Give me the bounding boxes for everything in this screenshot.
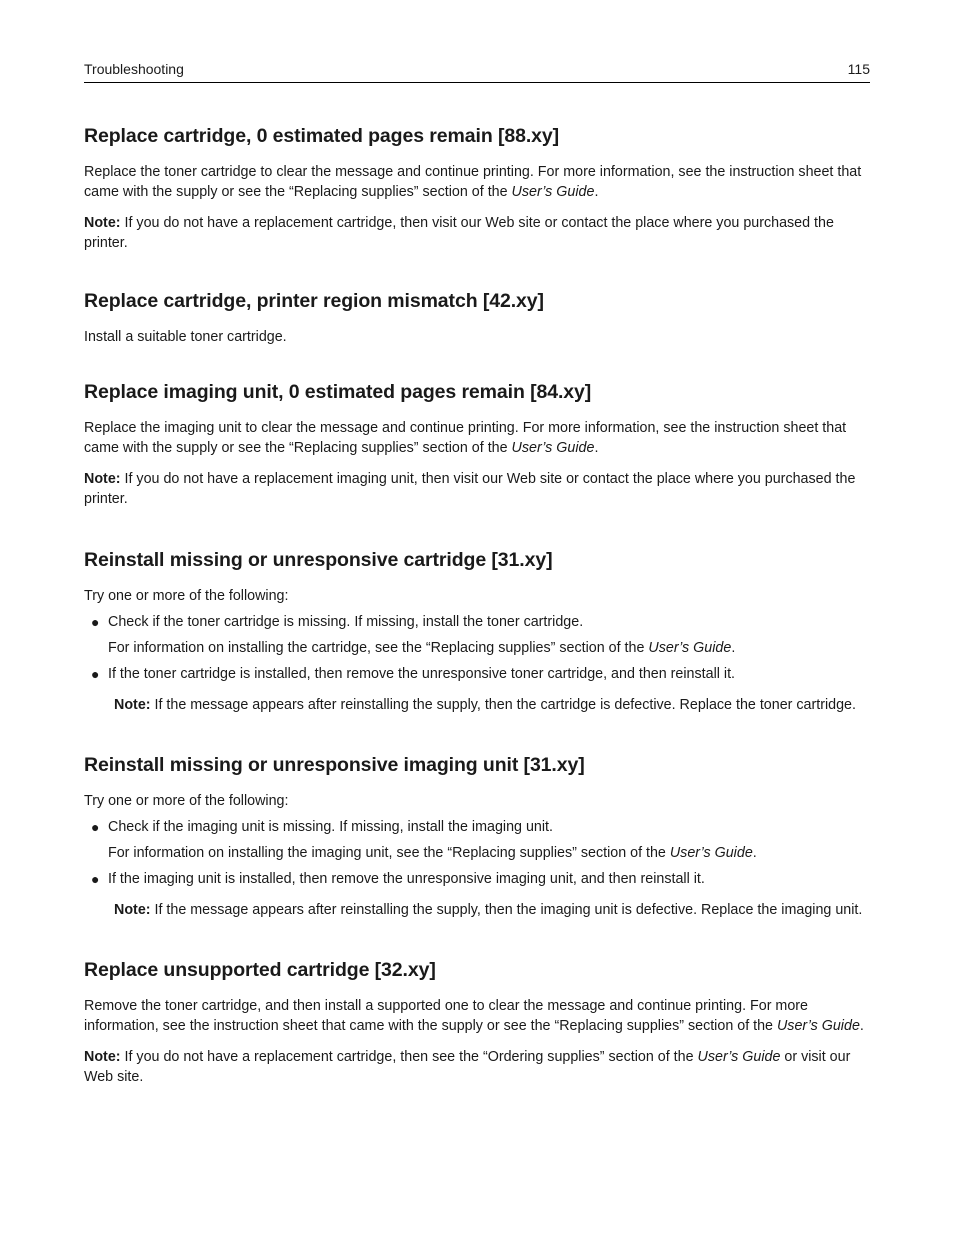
note: Note: If the message appears after reinstalling the supply, then the imaging unit is defective. Replace the imaging unit.: [114, 902, 863, 918]
note-label: Note:: [114, 902, 151, 918]
italic-reference: User’s Guide: [776, 1018, 860, 1034]
paragraph: Remove the toner cartridge, and then install a supported one to clear the message and continue printing. For more information, see the instruction sheet that came with the supply or see the “Replacing supplies” section of the User’s Guide.: [84, 998, 864, 1034]
bullet-icon: ●: [91, 871, 100, 887]
paragraph: Replace the imaging unit to clear the message and continue printing. For more information, see the instruction sheet that came with the supply or see the “Replacing supplies” section of the User’s Guide.: [84, 420, 847, 456]
page-number: 115: [847, 61, 870, 77]
section-heading: Replace imaging unit, 0 estimated pages remain [84.xy]: [84, 381, 592, 403]
section-heading: Reinstall missing or unresponsive cartridge [31.xy]: [84, 549, 553, 571]
italic-reference: User’s Guide: [697, 1049, 781, 1065]
bullet-icon: ●: [91, 666, 100, 682]
note: Note: If the message appears after reinstalling the supply, then the cartridge is defective. Replace the toner cartridge.: [114, 697, 856, 713]
note-label: Note:: [84, 1049, 121, 1065]
section-heading: Replace cartridge, printer region mismatch [42.xy]: [84, 290, 544, 312]
section-replace-imaging-unit-84: [84, 378, 870, 509]
bullet-icon: ●: [91, 819, 100, 835]
page-content: [84, 122, 870, 1121]
section-heading: Replace cartridge, 0 estimated pages remain [88.xy]: [84, 125, 560, 147]
list-item: ● If the imaging unit is installed, then remove the unresponsive imaging unit, and then reinstall it.: [91, 871, 705, 887]
note: Note: If you do not have a replacement cartridge, then see the “Ordering supplies” section of the User’s Guide or visit our Web site.: [84, 1049, 851, 1085]
bullet-list: [84, 612, 870, 684]
italic-reference: User’s Guide: [511, 440, 595, 456]
section-heading: Replace unsupported cartridge [32.xy]: [84, 959, 436, 981]
section-replace-cartridge-88: [84, 122, 870, 253]
list-item: ● If the toner cartridge is installed, then remove the unresponsive toner cartridge, and then reinstall it.: [91, 666, 736, 682]
note-label: Note:: [84, 215, 121, 231]
note-label: Note:: [114, 697, 151, 713]
italic-reference: User’s Guide: [648, 640, 732, 656]
italic-reference: User’s Guide: [511, 184, 595, 200]
paragraph: Install a suitable toner cartridge.: [84, 329, 287, 345]
section-reinstall-cartridge-31: [84, 546, 870, 715]
paragraph: Replace the toner cartridge to clear the message and continue printing. For more information, see the instruction sheet that came with the supply or see the “Replacing supplies” section of the User’s Guide.: [84, 164, 862, 200]
section-heading: Reinstall missing or unresponsive imaging unit [31.xy]: [84, 754, 585, 776]
section-unsupported-cartridge-32: [84, 956, 870, 1087]
section-region-mismatch-42: [84, 287, 870, 347]
list-item: ● Check if the toner cartridge is missing. If missing, install the toner cartridge.: [91, 614, 584, 630]
intro: Try one or more of the following:: [84, 588, 289, 604]
list-item: ● Check if the imaging unit is missing. If missing, install the imaging unit.: [91, 819, 553, 835]
header-section-title: Troubleshooting: [84, 61, 184, 77]
list-item-detail: For information on installing the cartridge, see the “Replacing supplies” section of the User’s Guide.: [108, 640, 736, 656]
note: Note: If you do not have a replacement cartridge, then visit our Web site or contact the place where you purchased the printer.: [84, 215, 834, 251]
bullet-list: [84, 817, 870, 889]
italic-reference: User’s Guide: [669, 845, 753, 861]
note: Note: If you do not have a replacement imaging unit, then visit our Web site or contact the place where you purchased the printer.: [84, 471, 856, 507]
page-header: [84, 60, 870, 83]
intro: Try one or more of the following:: [84, 793, 289, 809]
section-reinstall-imaging-unit-31: [84, 751, 870, 920]
list-item-detail: For information on installing the imaging unit, see the “Replacing supplies” section of the User’s Guide.: [108, 845, 757, 861]
note-label: Note:: [84, 471, 121, 487]
bullet-icon: ●: [91, 614, 100, 630]
